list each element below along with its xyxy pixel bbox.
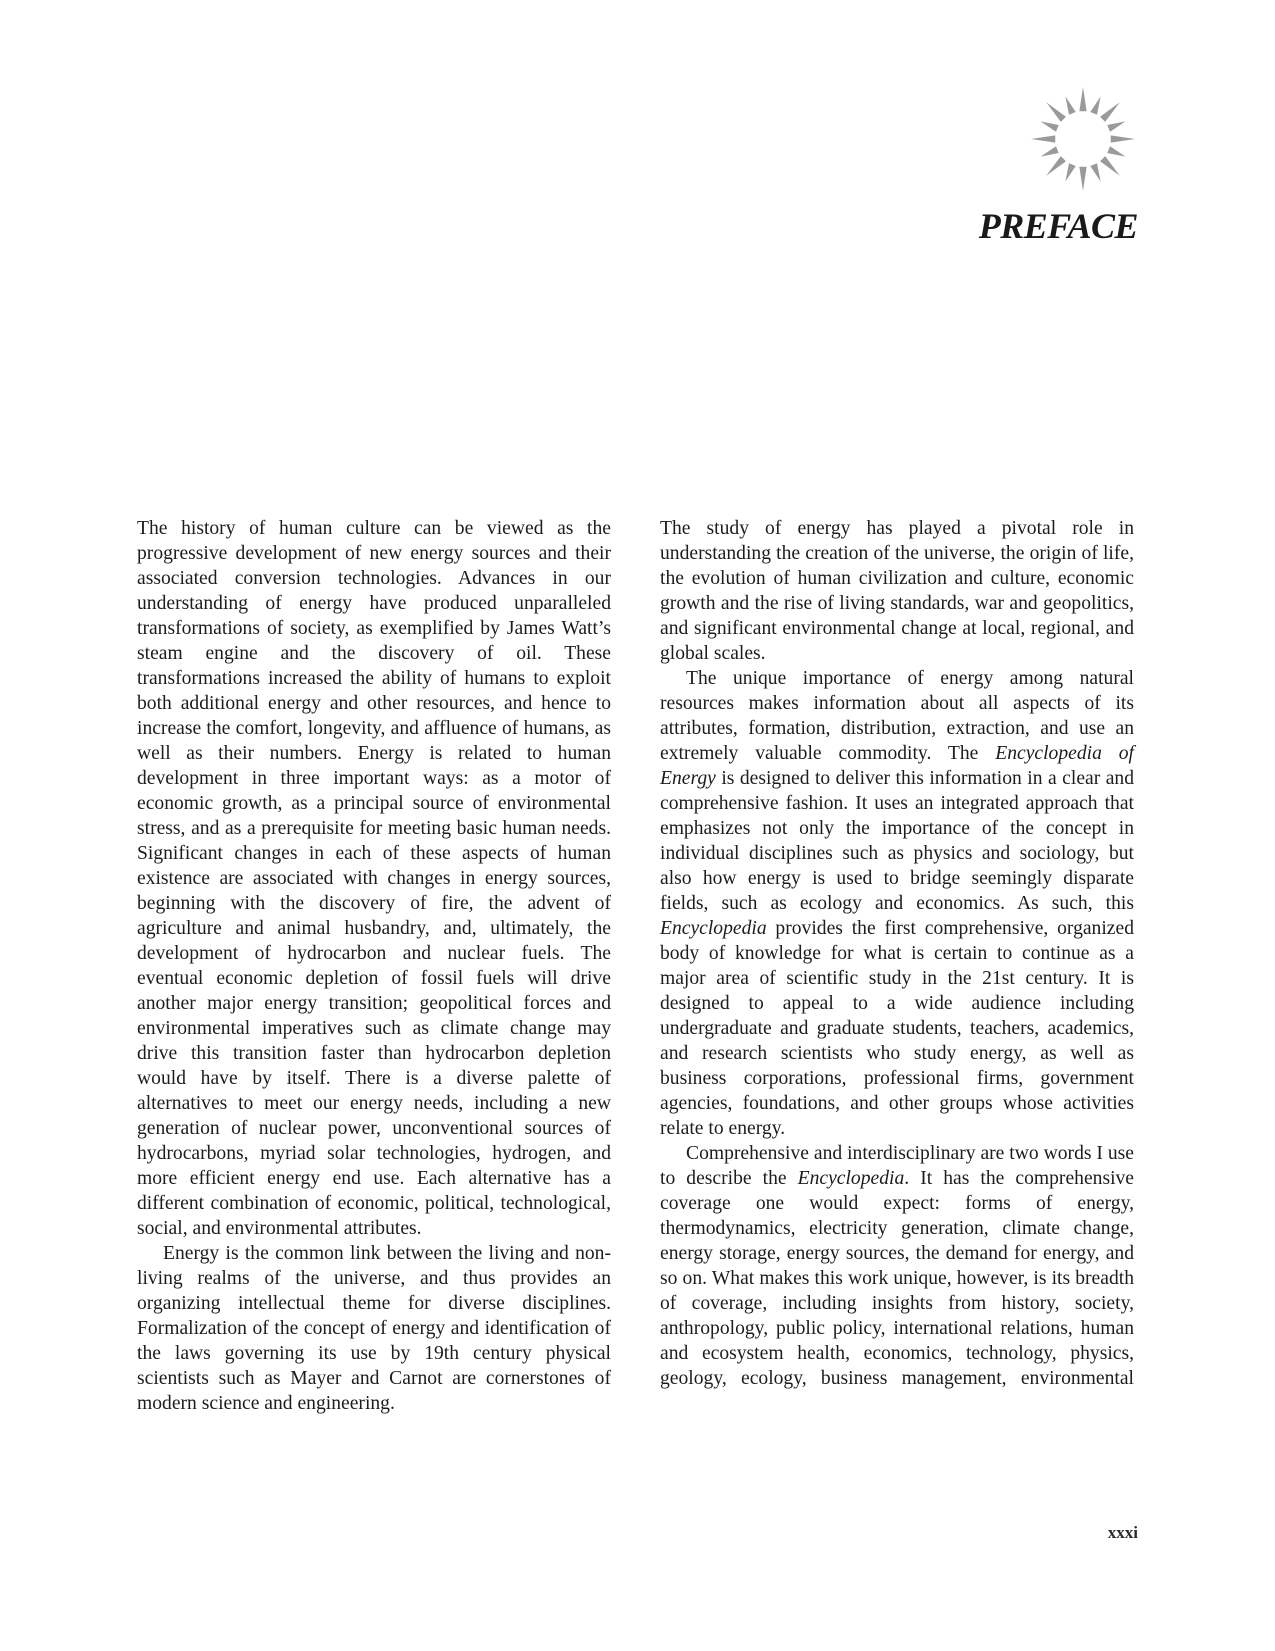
book-title-italic: Encyclopedia <box>797 1168 905 1189</box>
sun-ray <box>1079 87 1086 111</box>
sun-ray <box>1111 135 1135 142</box>
sun-ray <box>1107 146 1125 156</box>
sun-ray <box>1041 146 1059 156</box>
sun-ray <box>1041 121 1059 131</box>
text-column-right <box>660 516 1134 1391</box>
text-run: Comprehensive and interdisciplinary are two words I use to describe the <box>660 1143 1134 1189</box>
book-title-italic: Encyclopedia <box>660 918 767 939</box>
sun-ray <box>1065 97 1075 115</box>
text-run: provides the first comprehensive, organized body of knowledge for what is certain to continue as a major area of scientific study in the 21st century. It is designed to appeal to a wide audience including undergraduate and graduate students, teachers, academics, and research scientists who study energy, as well as business corporations, professional firms, government agencies, foundations, and other groups whose activities relate to energy. <box>660 918 1134 1139</box>
text-column-left <box>137 516 611 1416</box>
sun-ray <box>1100 156 1120 176</box>
sun-ray <box>1100 102 1120 122</box>
sun-ray <box>1031 135 1055 142</box>
sun-ray <box>1046 156 1066 176</box>
sun-ray <box>1079 167 1086 191</box>
page-number: xxxi <box>1107 1523 1138 1542</box>
book-title-italic: Encyclopedia of Energy <box>660 743 1134 789</box>
sun-ray <box>1046 102 1066 122</box>
sun-ray <box>1107 121 1125 131</box>
sun-ornament-icon <box>1028 84 1138 194</box>
paragraph <box>660 666 1134 1141</box>
paragraph: The history of human culture can be viewed as the progressive development of new energy sources and their associated conversion technologies. Advances in our understanding of energy have produced unparalleled transformations of society, as exemplified by James Watt’s steam engine and the discovery of oil. These transformations increased the ability of humans to exploit both additional energy and other resources, and hence to increase the comfort, longevity, and affluence of humans, as well as their numbers. Energy is related to human development in three important ways: as a motor of economic growth, as a principal source of environmental stress, and as a prerequisite for meeting basic human needs. Significant changes in each of these aspects of human existence are associated with changes in energy sources, beginning with the discovery of fire, the advent of agriculture and animal husbandry, and, ultimately, the development of hydrocarbon and nuclear fuels. The eventual economic depletion of fossil fuels will drive another major energy transition; geopolitical forces and environmental imperatives such as climate change may drive this transition faster than hydrocarbon depletion would have by itself. There is a diverse palette of alternatives to meet our energy needs, including a new generation of nuclear power, unconventional sources of hydrocarbons, myriad solar technologies, hydrogen, and more efficient energy end use. Each alternative has a different combination of economic, political, technological, social, and environmental attributes. <box>137 518 611 1239</box>
text-run: is designed to deliver this information in a clear and comprehensive fashion. It uses an integrated approach that emphasizes not only the importance of the concept in individual disciplines such as physics and sociology, but also how energy is used to bridge seemingly disparate fields, such as ecology and economics. As such, this <box>660 768 1134 914</box>
sun-ray <box>1090 97 1100 115</box>
text-run: The unique importance of energy among natural resources makes information about all aspects of its attributes, formation, distribution, extraction, and use an extremely valuable commodity. The <box>660 668 1134 764</box>
paragraph <box>660 1141 1134 1391</box>
sun-ray <box>1065 163 1075 181</box>
page-title: PREFACE <box>978 206 1138 246</box>
paragraph: The study of energy has played a pivotal role in understanding the creation of the universe, the origin of life, the evolution of human civilization and culture, economic growth and the rise of living standards, war and geopolitics, and significant environmental change at local, regional, and global scales. <box>660 518 1134 664</box>
paragraph: Energy is the common link between the living and non-living realms of the universe, and thus provides an organizing intellectual theme for diverse disciplines. Formalization of the concept of energy and identification of the laws governing its use by 19th century physical scientists such as Mayer and Carnot are cornerstones of modern science and engineering. <box>137 1243 611 1414</box>
text-run: . It has the comprehensive coverage one would expect: forms of energy, thermodynamics, electricity generation, climate change, energy storage, energy sources, the demand for energy, and so on. What makes this work unique, however, is its breadth of coverage, including insights from history, society, anthropology, public policy, international relations, human and ecosystem health, economics, technology, physics, geology, ecology, business management, environmental <box>660 1168 1135 1389</box>
sun-ray <box>1090 163 1100 181</box>
